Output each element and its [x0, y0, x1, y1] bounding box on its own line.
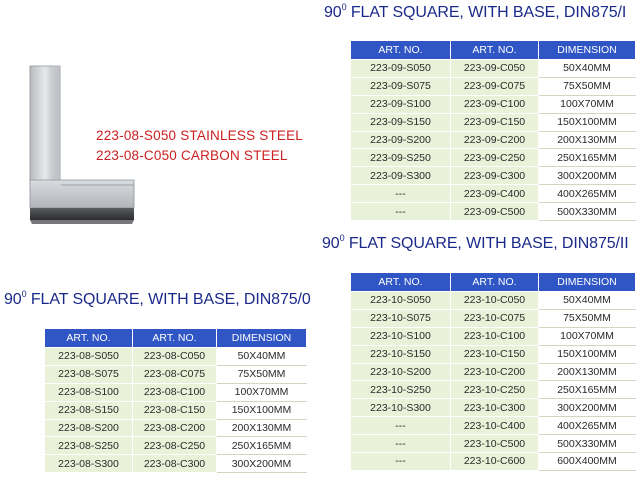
table-row — [351, 77, 636, 95]
cell-art-no-stainless: 223-09-S050 — [351, 60, 451, 78]
cell-dimension: 300X200MM — [539, 167, 636, 185]
cell-dimension: 500X330MM — [539, 435, 636, 453]
cell-art-no-stainless: 223-09-S075 — [351, 77, 451, 95]
cell-art-no-carbon: 223-10-C400 — [451, 417, 539, 435]
cell-art-no-carbon: 223-09-C300 — [451, 167, 539, 185]
table-row — [351, 327, 636, 345]
column-header-art-no-stainless: ART. NO. — [351, 41, 451, 60]
table-din875-ii — [350, 272, 636, 471]
cell-dimension: 400X265MM — [539, 417, 636, 435]
section-title-din875-0: $90^0$ FLAT SQUARE, WITH BASE, DIN875/0 — [4, 289, 311, 308]
flat-square-product-image — [22, 60, 142, 228]
table-row — [351, 203, 636, 221]
cell-art-no-carbon: 223-10-C250 — [451, 381, 539, 399]
cell-dimension: 300X200MM — [539, 399, 636, 417]
cell-art-no-stainless: 223-08-S100 — [45, 383, 133, 401]
cell-art-no-carbon: 223-09-C500 — [451, 203, 539, 221]
table-row — [351, 453, 636, 471]
cell-dimension: 600X400MM — [539, 453, 636, 471]
table-row — [351, 381, 636, 399]
cell-art-no-stainless: --- — [351, 435, 451, 453]
cell-dimension: 400X265MM — [539, 185, 636, 203]
cell-dimension: 75X50MM — [217, 365, 307, 383]
cell-art-no-stainless: 223-10-S200 — [351, 363, 451, 381]
cell-art-no-carbon: 223-09-C050 — [451, 60, 539, 78]
cell-art-no-stainless: 223-09-S200 — [351, 131, 451, 149]
table-row — [351, 417, 636, 435]
column-header-art-no-carbon: ART. NO. — [451, 41, 539, 60]
cell-art-no-carbon: 223-08-C150 — [133, 401, 217, 419]
cell-dimension: 500X330MM — [539, 203, 636, 221]
cell-art-no-stainless: 223-09-S150 — [351, 113, 451, 131]
table-row — [45, 365, 307, 383]
cell-art-no-carbon: 223-08-C075 — [133, 365, 217, 383]
table-row — [351, 95, 636, 113]
cell-art-no-carbon: 223-08-C250 — [133, 437, 217, 455]
cell-dimension: 75X50MM — [539, 77, 636, 95]
cell-dimension: 200X130MM — [539, 131, 636, 149]
cell-art-no-stainless: 223-09-S250 — [351, 149, 451, 167]
table-row — [351, 292, 636, 310]
table-row — [45, 455, 307, 473]
cell-art-no-carbon: 223-10-C500 — [451, 435, 539, 453]
cell-dimension: 50X40MM — [539, 292, 636, 310]
table-row — [351, 345, 636, 363]
cell-dimension: 300X200MM — [217, 455, 307, 473]
cell-art-no-stainless: 223-08-S050 — [45, 348, 133, 366]
table-row — [351, 309, 636, 327]
cell-art-no-carbon: 223-08-C050 — [133, 348, 217, 366]
cell-art-no-carbon: 223-08-C100 — [133, 383, 217, 401]
cell-art-no-stainless: 223-09-S300 — [351, 167, 451, 185]
cell-dimension: 75X50MM — [539, 309, 636, 327]
table-row — [45, 348, 307, 366]
cell-art-no-carbon: 223-10-C050 — [451, 292, 539, 310]
cell-art-no-stainless: --- — [351, 417, 451, 435]
cell-dimension: 150X100MM — [217, 401, 307, 419]
cell-art-no-carbon: 223-10-C150 — [451, 345, 539, 363]
cell-dimension: 150X100MM — [539, 113, 636, 131]
caption-stainless-steel: 223-08-S050 STAINLESS STEEL — [96, 128, 304, 143]
column-header-dimension: DIMENSION — [539, 273, 636, 292]
cell-art-no-carbon: 223-10-C100 — [451, 327, 539, 345]
cell-art-no-carbon: 223-09-C400 — [451, 185, 539, 203]
cell-dimension: 250X165MM — [539, 381, 636, 399]
table-row — [351, 131, 636, 149]
section-title-din875-i: $90^0$ FLAT SQUARE, WITH BASE, DIN875/I — [324, 2, 627, 21]
cell-art-no-stainless: 223-08-S150 — [45, 401, 133, 419]
cell-art-no-carbon: 223-09-C150 — [451, 113, 539, 131]
table-din875-0 — [44, 328, 307, 473]
cell-art-no-stainless: 223-08-S250 — [45, 437, 133, 455]
cell-dimension: 250X165MM — [217, 437, 307, 455]
cell-art-no-stainless: 223-10-S150 — [351, 345, 451, 363]
cell-dimension: 100X70MM — [539, 95, 636, 113]
cell-art-no-carbon: 223-09-C075 — [451, 77, 539, 95]
cell-dimension: 150X100MM — [539, 345, 636, 363]
cell-art-no-stainless: 223-08-S075 — [45, 365, 133, 383]
cell-art-no-stainless: 223-10-S300 — [351, 399, 451, 417]
table-row — [45, 383, 307, 401]
table-row — [45, 401, 307, 419]
caption-carbon-steel: 223-08-C050 CARBON STEEL — [96, 148, 288, 163]
cell-art-no-stainless: 223-09-S100 — [351, 95, 451, 113]
table-row — [351, 435, 636, 453]
cell-art-no-stainless: 223-10-S100 — [351, 327, 451, 345]
table-row — [351, 185, 636, 203]
cell-art-no-stainless: --- — [351, 453, 451, 471]
cell-art-no-stainless: 223-08-S200 — [45, 419, 133, 437]
table-row — [45, 437, 307, 455]
cell-art-no-carbon: 223-10-C200 — [451, 363, 539, 381]
cell-art-no-stainless: 223-10-S075 — [351, 309, 451, 327]
cell-dimension: 200X130MM — [539, 363, 636, 381]
cell-art-no-carbon: 223-09-C250 — [451, 149, 539, 167]
cell-art-no-stainless: 223-08-S300 — [45, 455, 133, 473]
cell-art-no-carbon: 223-09-C200 — [451, 131, 539, 149]
section-title-din875-ii: $90^0$ FLAT SQUARE, WITH BASE, DIN875/II — [322, 233, 629, 252]
table-row — [351, 399, 636, 417]
cell-art-no-stainless: --- — [351, 203, 451, 221]
cell-dimension: 100X70MM — [217, 383, 307, 401]
cell-dimension: 50X40MM — [539, 60, 636, 78]
table-row — [351, 60, 636, 78]
cell-art-no-stainless: --- — [351, 185, 451, 203]
column-header-art-no-carbon: ART. NO. — [451, 273, 539, 292]
cell-dimension: 250X165MM — [539, 149, 636, 167]
table-row — [351, 363, 636, 381]
cell-art-no-carbon: 223-09-C100 — [451, 95, 539, 113]
column-header-art-no-carbon: ART. NO. — [133, 329, 217, 348]
column-header-art-no-stainless: ART. NO. — [45, 329, 133, 348]
table-row — [351, 113, 636, 131]
table-row — [351, 149, 636, 167]
cell-dimension: 100X70MM — [539, 327, 636, 345]
cell-dimension: 50X40MM — [217, 348, 307, 366]
table-row — [351, 167, 636, 185]
cell-art-no-stainless: 223-10-S050 — [351, 292, 451, 310]
cell-art-no-carbon: 223-10-C600 — [451, 453, 539, 471]
cell-art-no-stainless: 223-10-S250 — [351, 381, 451, 399]
column-header-dimension: DIMENSION — [539, 41, 636, 60]
cell-art-no-carbon: 223-08-C200 — [133, 419, 217, 437]
cell-art-no-carbon: 223-10-C300 — [451, 399, 539, 417]
table-din875-i — [350, 40, 636, 221]
column-header-art-no-stainless: ART. NO. — [351, 273, 451, 292]
cell-art-no-carbon: 223-08-C300 — [133, 455, 217, 473]
column-header-dimension: DIMENSION — [217, 329, 307, 348]
cell-dimension: 200X130MM — [217, 419, 307, 437]
table-row — [45, 419, 307, 437]
cell-art-no-carbon: 223-10-C075 — [451, 309, 539, 327]
